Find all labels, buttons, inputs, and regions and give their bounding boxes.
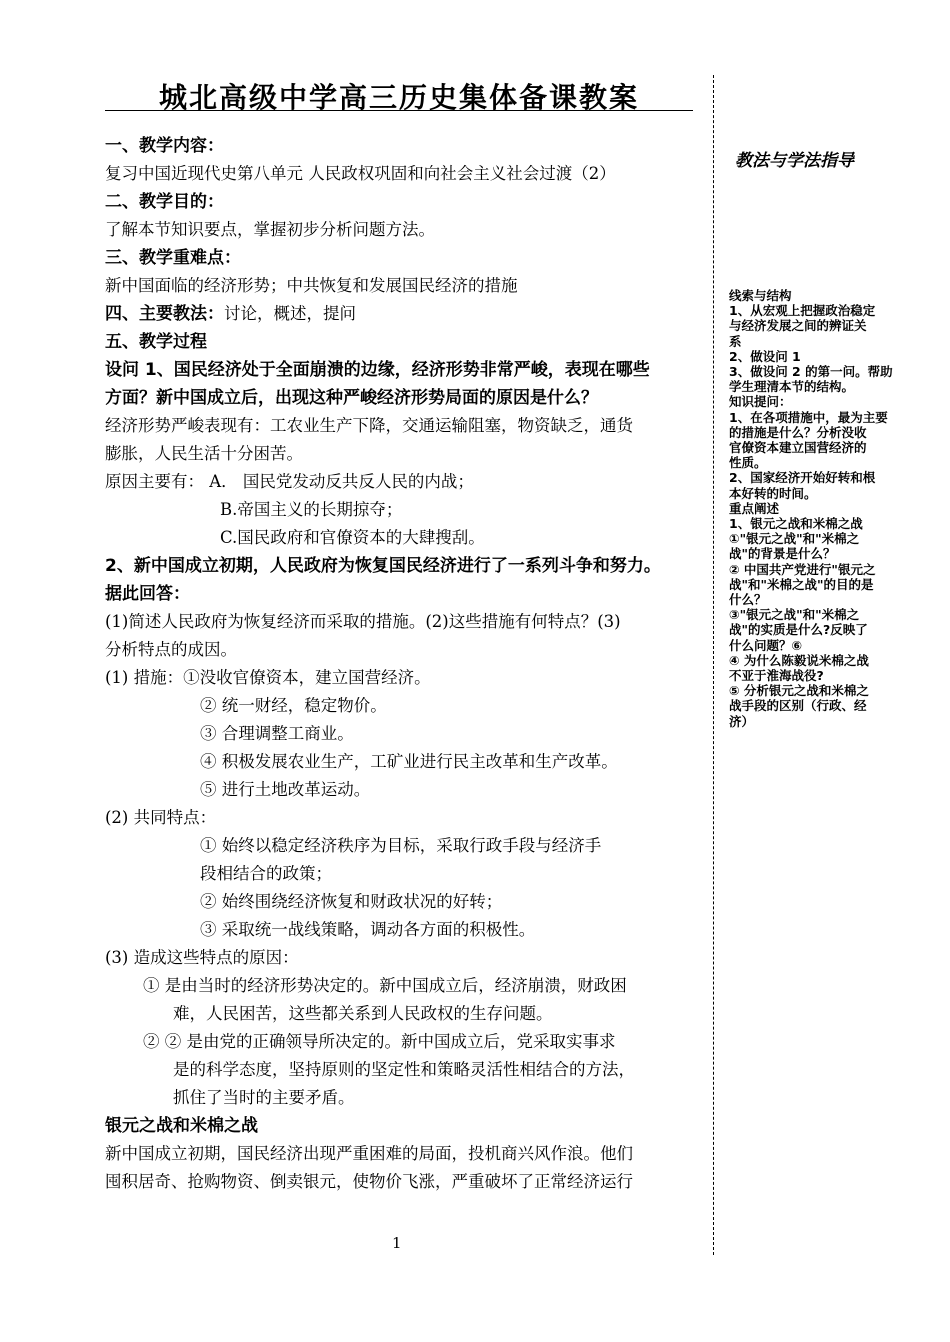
body-line: ② ② 是由党的正确领导所决定的。新中国成立后，党采取实事求 [143,1032,616,1051]
body-line: 据此回答： [105,584,190,604]
body-line: B.帝国主义的长期掠夺； [220,500,403,519]
body-line: (3) 造成这些特点的原因： [105,948,299,967]
sidebar-line: 学生理清本节的结构。 [729,379,855,395]
body-line: 三、教学重难点： [105,248,241,268]
sidebar-line: 系 [729,333,742,349]
body-line: 一、教学内容： [105,136,224,156]
sidebar-line: 1、银元之战和米棉之战 [729,516,863,532]
sidebar-line: 济） [729,713,755,729]
body-line: 囤积居奇、抢购物资、倒卖银元，使物价飞涨，严重破坏了正常经济运行 [105,1172,633,1191]
sidebar-line: 重点阐述 [729,500,780,516]
lesson-body [105,132,705,1196]
column-divider [713,75,714,1255]
sidebar-line: 战"和"米棉之战"的目的是 [729,576,874,592]
sidebar-line: 3、做设问 2 的第一问。帮助 [729,364,893,380]
title-underline [105,110,693,111]
body-line: (2) 共同特点： [105,808,217,827]
sidebar-line: 什么问题？⑥ [729,637,803,653]
body-line: ⑤ 进行土地改革运动。 [200,780,371,799]
sidebar-line: ①"银元之战"和"米棉之 [729,531,860,547]
section-content: 讨论，概述，提问 [224,304,356,323]
body-line: 分析特点的成因。 [105,640,237,659]
body-line: 设问 1、国民经济处于全面崩溃的边缘，经济形势非常严峻，表现在哪些 [105,360,650,380]
body-line: 二、教学目的： [105,192,224,212]
body-line: 难，人民困苦，这些都关系到人民政权的生存问题。 [173,1004,553,1023]
sidebar-title: 教法与学法指导 [735,151,854,171]
body-line: 了解本节知识要点，掌握初步分析问题方法。 [105,220,435,239]
body-line: 2、新中国成立初期，人民政府为恢复国民经济进行了一系列斗争和努力。 [105,556,661,576]
sidebar-line: 官僚资本建立国营经济的 [729,440,867,456]
sidebar-line: ⑤ 分析银元之战和米棉之 [729,683,869,699]
sidebar-line: 本好转的时间。 [729,485,817,501]
body-line: 银元之战和米棉之战 [105,1116,258,1136]
sidebar-line: 战"的背景是什么？ [729,546,836,562]
sidebar-line: ④ 为什么陈毅说米棉之战 [729,652,869,668]
body-line: 抓住了当时的主要矛盾。 [173,1088,355,1107]
sidebar-line: ③"银元之战"和"米棉之 [729,607,860,623]
sidebar-line: 2、国家经济开始好转和根 [729,470,876,486]
body-line: (1)简述人民政府为恢复经济而采取的措施。(2)这些措施有何特点？(3) [105,612,621,631]
body-line: 是的科学态度，坚持原则的坚定性和策略灵活性相结合的方法， [173,1060,635,1079]
body-line: 新中国成立初期，国民经济出现严重困难的局面，投机商兴风作浪。他们 [105,1144,633,1163]
sidebar-line: 不亚于淮海战役? [729,668,824,684]
body-line: 经济形势严峻表现有：工农业生产下降，交通运输阻塞，物资缺乏，通货 [105,416,633,435]
sidebar-line: 战手段的区别（行政、经 [729,698,867,714]
sidebar-line: 什么？ [729,592,767,608]
sidebar-line: 2、做设问 1 [729,348,801,364]
body-line: 膨胀，人民生活十分困苦。 [105,444,303,463]
sidebar-notes [729,288,925,729]
body-line: (1) 措施：①没收官僚资本，建立国营经济。 [105,668,431,687]
sidebar-line: 与经济发展之间的辨证关 [729,318,867,334]
sidebar-line: 的措施是什么？分析没收 [729,424,867,440]
body-line: ② 始终围绕经济恢复和财政状况的好转； [200,892,503,911]
page-title: 城北高级中学高三历史集体备课教案 [158,81,639,114]
body-line [105,300,705,328]
body-line: C.国民政府和官僚资本的大肆搜刮。 [220,528,485,547]
body-line: ④ 积极发展农业生产，工矿业进行民主改革和生产改革。 [200,752,618,771]
body-line: 复习中国近现代史第八单元 人民政权巩固和向社会主义社会过渡（2） [105,164,616,183]
body-line: ① 始终以稳定经济秩序为目标，采取行政手段与经济手 [200,836,602,855]
sidebar-line: 1、在各项措施中，最为主要 [729,409,888,425]
sidebar-line: 线索与结构 [729,288,792,303]
sidebar-line: 知识提问： [729,394,792,410]
body-line: ③ 采取统一战线策略，调动各方面的积极性。 [200,920,536,939]
body-line: 五、教学过程 [105,332,207,352]
body-line: ② 统一财经，稳定物价。 [200,696,387,715]
page-number: 1 [392,1234,402,1252]
sidebar-line: 战"的实质是什么?反映了 [729,622,868,638]
body-line: 原因主要有： A． 国民党发动反共反人民的内战； [105,472,474,491]
body-line: ③ 合理调整工商业。 [200,724,354,743]
sidebar-line: ② 中国共产党进行"银元之 [729,561,876,577]
sidebar-line: 1、从宏观上把握政治稳定 [729,303,876,319]
body-line: ① 是由当时的经济形势决定的。新中国成立后，经济崩溃，财政困 [143,976,627,995]
body-line: 新中国面临的经济形势；中共恢复和发展国民经济的措施 [105,276,518,295]
sidebar-line: 性质。 [729,455,767,471]
body-line: 方面？新中国成立后，出现这种严峻经济形势局面的原因是什么？ [105,388,598,408]
body-line: 段相结合的政策； [200,864,332,883]
section-heading: 四、主要教法： [105,304,224,324]
